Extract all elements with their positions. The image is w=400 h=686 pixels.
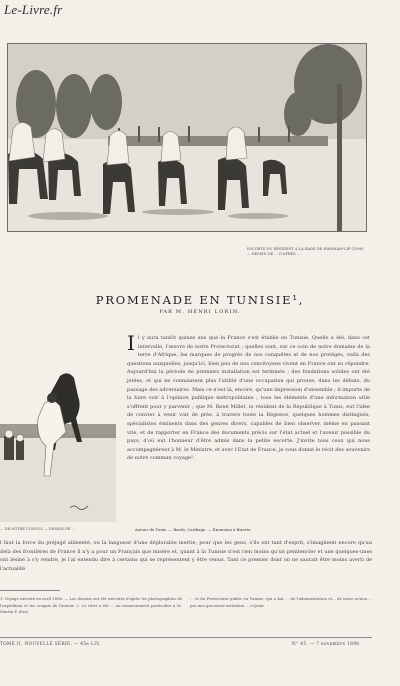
- top-engraving: [7, 43, 367, 232]
- top-engraving-caption: ESCORTE DU RÉSIDENT À LA RADE DE HAMMAM-LIF (1896) — DESSIN DE ... D'APRÈS ...: [247, 247, 364, 256]
- left-engraving-caption: ... DE NOTRE CONVOI. — DESSIN DE ...: [0, 527, 76, 531]
- chapter-subjects: Autour de Tunis. — Bardo, Carthage. — Excursion à Bizerte.: [135, 527, 252, 532]
- dropcap-letter: I: [127, 331, 135, 355]
- continued-text: l faut la force du préjugé alimenté, ou la langueur d'une déplorable inertie, pour que les gens, s'ils ont tant d'esprit, s'imaginent encore qu'au delà des frontières de France il n'y a pour un Français que misère et, quant à la Tunisie n'est rien moins qu'un pénitencier et une quelques-unes ont lésiné à s'y rendre, je l'ai entendu dire à certains qui se représentent y être venus. Tant ce premier dont on ne saurait être moins averti de l'actualité: [0, 540, 372, 572]
- article-paragraph: l y aura tantôt quinze ans que la France s'est établie en Tunisie. Quelle a été, dans cet intervalle, l'œuvre de notre Protectorat ; quelles sont, sur ce coin de notre domaine de la terre d'Afrique, les marques de progrès de nos conquêtes et de nos protégés, voilà des questions auxquelles, jusqu'ici, bien peu de nos concitoyens vivent en France ont su répondre. Aujourd'hui la période de premiers installation est terminée ; des fondations solides ont été jetées, et qui ne connaissent plus l'utilité d'une occupation qui prouve, dans les débats, du passage des adversaires. Mais ce n'est là, encore, qu'une impression d'ensemble ; il importe de la faire voir à l'opinion publique métropolitaine ; tous les éléments d'une information utile s'offrent pour y parvenir ; que M. René Millet, le résident de la République à Tunis, eut l'idée de convier à venir voir de près, à travers toute la Régence, quelques hommes distingués, spécialistes éminents dans des genres divers, capables de bien observer, même en passant vite, et de rapporter en France des documents précis sur l'état actuel et l'avenir possible du pays, d'où eut l'honneur d'être admis dans la petite escorte. J'invite tous ceux qui nous accompagnèrent à M. le Ministre, et avec l'Etat de France, je vous donne le récit des souvenirs de notre commun voyage².: [127, 335, 370, 462]
- article-byline: PAR M. HENRI LORIN.: [159, 309, 241, 315]
- footnote-left: 1. Voyage exécuté en avril 1896. — Les dessins ont été exécutés d'après les photographies de l'expédition et les croquis de l'auteur. 2. Le récit a été ... un remerciement particulier à M. Martin F. d'art.: [0, 596, 182, 614]
- watermark: Le-Livre.fr: [4, 2, 63, 17]
- article-title: PROMENADE EN TUNISIE¹,: [95, 293, 305, 307]
- footer-rule: [0, 637, 372, 638]
- footer-issue: N° 45. — 7 novembre 1896.: [292, 641, 362, 646]
- left-engraving: [0, 364, 116, 522]
- footer-volume: TOME II, NOUVELLE SÉRIE. — 45e LIV.: [0, 641, 101, 646]
- article-body: [127, 331, 370, 463]
- footnote-rule: [0, 590, 60, 591]
- footnote-right: ... et du Protectorat public en Tunisie, qui a fait ... de l'administration et... de notre action ... par une gracieuse invitation ... ci-joint.: [190, 596, 372, 608]
